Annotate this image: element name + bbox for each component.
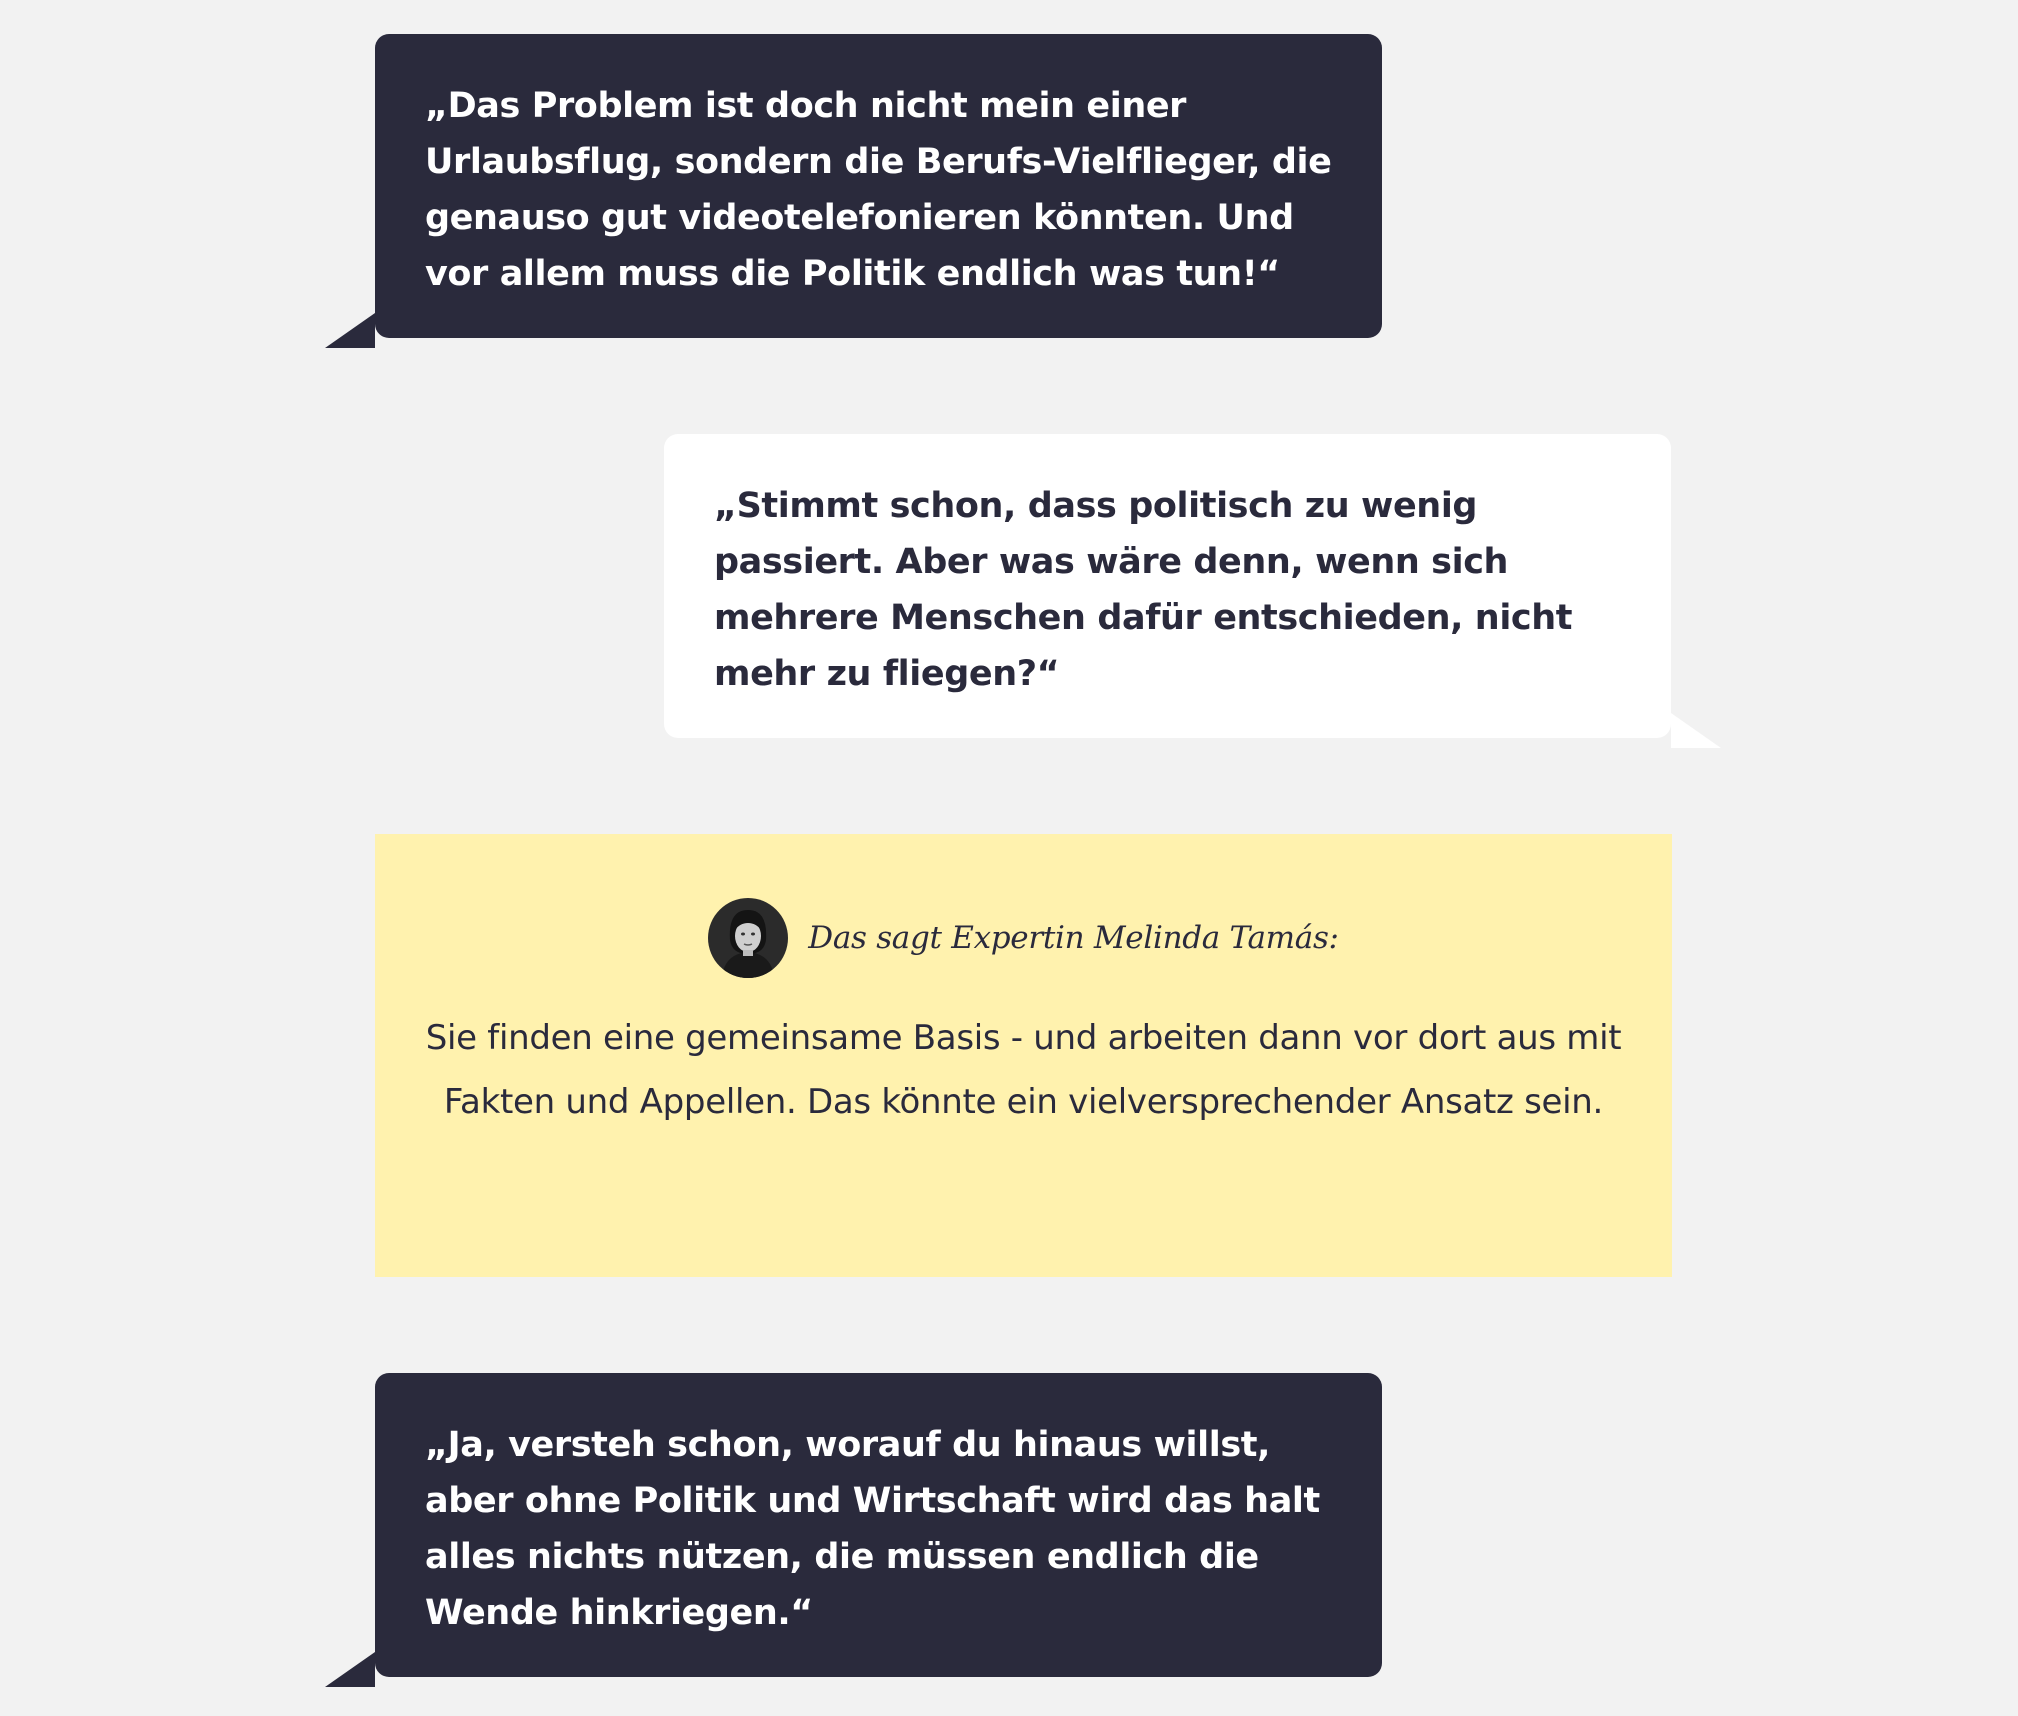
expert-comment-box bbox=[375, 834, 1672, 1277]
expert-statement: Sie finden eine gemeinsame Basis - und arbeiten dann vor dort aus mit Fakten und Appellen. Das könnte ein vielversprechender Ansatz sein. bbox=[425, 1018, 1622, 1122]
expert-header bbox=[375, 898, 1672, 978]
message-text: „Das Problem ist doch nicht mein einer Urlaubsflug, sondern die Berufs-Vielflieger, die genauso gut videotelefonieren könnten. Und vor allem muss die Politik endlich was tun!“ bbox=[425, 86, 1332, 294]
chat-bubble-left bbox=[375, 1373, 1382, 1677]
message-text: „Stimmt schon, dass politisch zu wenig passiert. Aber was wäre denn, wenn sich mehrere Menschen dafür entschieden, nicht mehr zu fliegen?“ bbox=[714, 486, 1573, 694]
bubble-tail-left bbox=[325, 1652, 375, 1687]
chat-bubble-left bbox=[375, 34, 1382, 338]
person-portrait-icon bbox=[708, 898, 788, 978]
expert-label: Das sagt Expertin Melinda Tamás: bbox=[808, 920, 1339, 956]
message-text: „Ja, versteh schon, worauf du hinaus willst, aber ohne Politik und Wirtschaft wird das halt alles nichts nützen, die müssen endlich die Wende hinkriegen.“ bbox=[425, 1425, 1320, 1633]
bubble-tail-left bbox=[325, 313, 375, 348]
chat-bubble-right bbox=[664, 434, 1671, 738]
bubble-tail-right bbox=[1671, 713, 1721, 748]
